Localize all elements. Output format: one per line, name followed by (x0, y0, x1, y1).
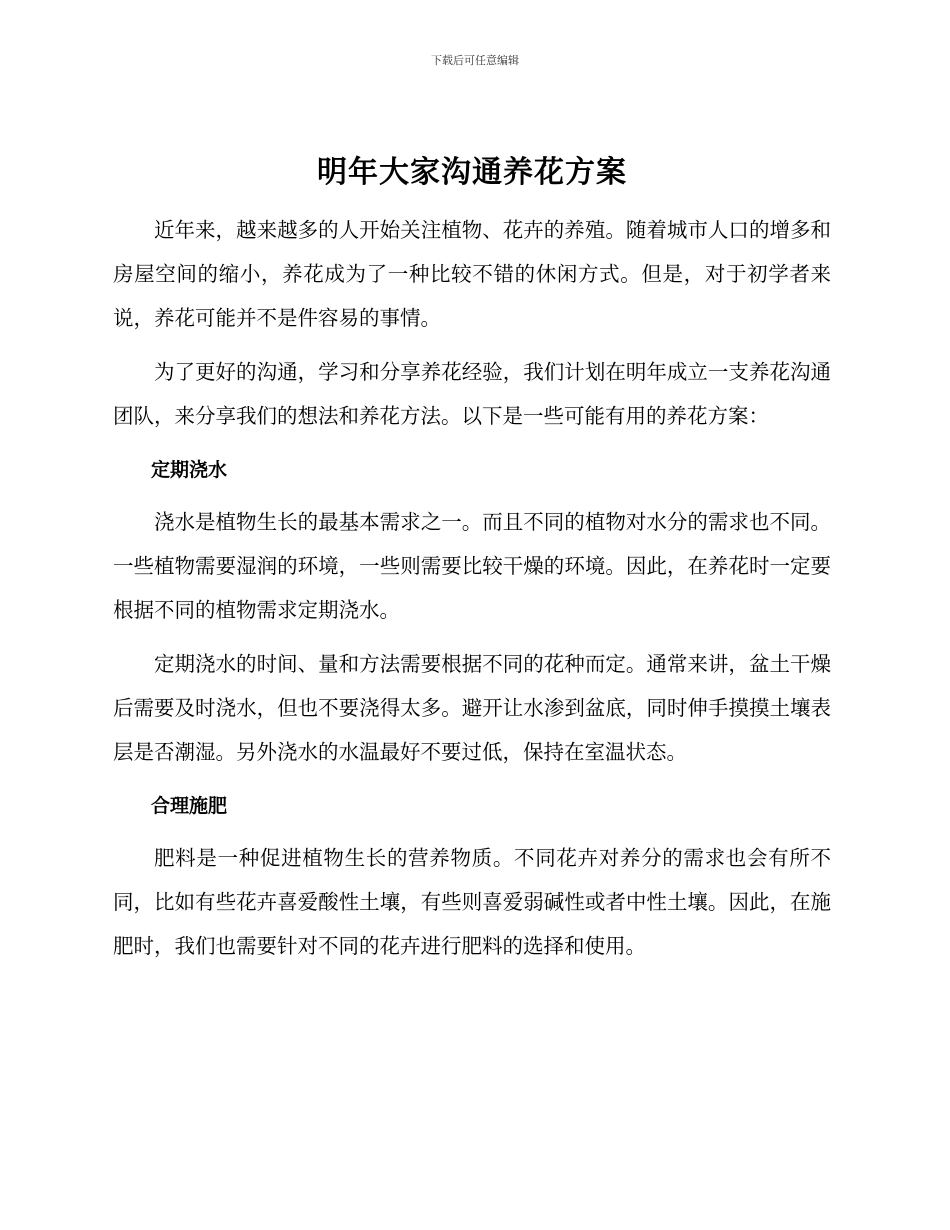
watering-paragraph-2: 定期浇水的时间、量和方法需要根据不同的花种而定。通常来讲，盆土干燥后需要及时浇水，但也不要浇得太多。避开让水渗到盆底，同时伸手摸摸土壤表层是否潮湿。另外浇水的水温最好不要过低，保持在室温状态。 (113, 652, 831, 764)
intro-paragraph-2: 为了更好的沟通，学习和分享养花经验，我们计划在明年成立一支养花沟通团队，来分享我们的想法和养花方法。以下是一些可能有用的养花方案： (113, 360, 831, 428)
fertilizing-paragraph-1: 肥料是一种促进植物生长的营养物质。不同花卉对养分的需求也会有所不同，比如有些花卉喜爱酸性土壤，有些则喜爱弱碱性或者中性土壤。因此，在施肥时，我们也需要针对不同的花卉进行肥料的选择和使用。 (113, 846, 831, 958)
section-heading-fertilizing: 合理施肥 (151, 795, 228, 817)
document-title: 明年大家沟通养花方案 (317, 155, 627, 190)
intro-paragraph-1: 近年来，越来越多的人开始关注植物、花卉的养殖。随着城市人口的增多和房屋空间的缩小，养花成为了一种比较不错的休闲方式。但是，对于初学者来说，养花可能并不是件容易的事情。 (113, 218, 831, 330)
document-body (113, 150, 831, 978)
watering-paragraph-1: 浇水是植物生长的最基本需求之一。而且不同的植物对水分的需求也不同。一些植物需要湿润的环境，一些则需要比较干燥的环境。因此，在养花时一定要根据不同的植物需求定期浇水。 (113, 510, 831, 622)
header-note: 下载后可任意编辑 (431, 54, 519, 67)
section-heading-watering: 定期浇水 (151, 459, 228, 481)
